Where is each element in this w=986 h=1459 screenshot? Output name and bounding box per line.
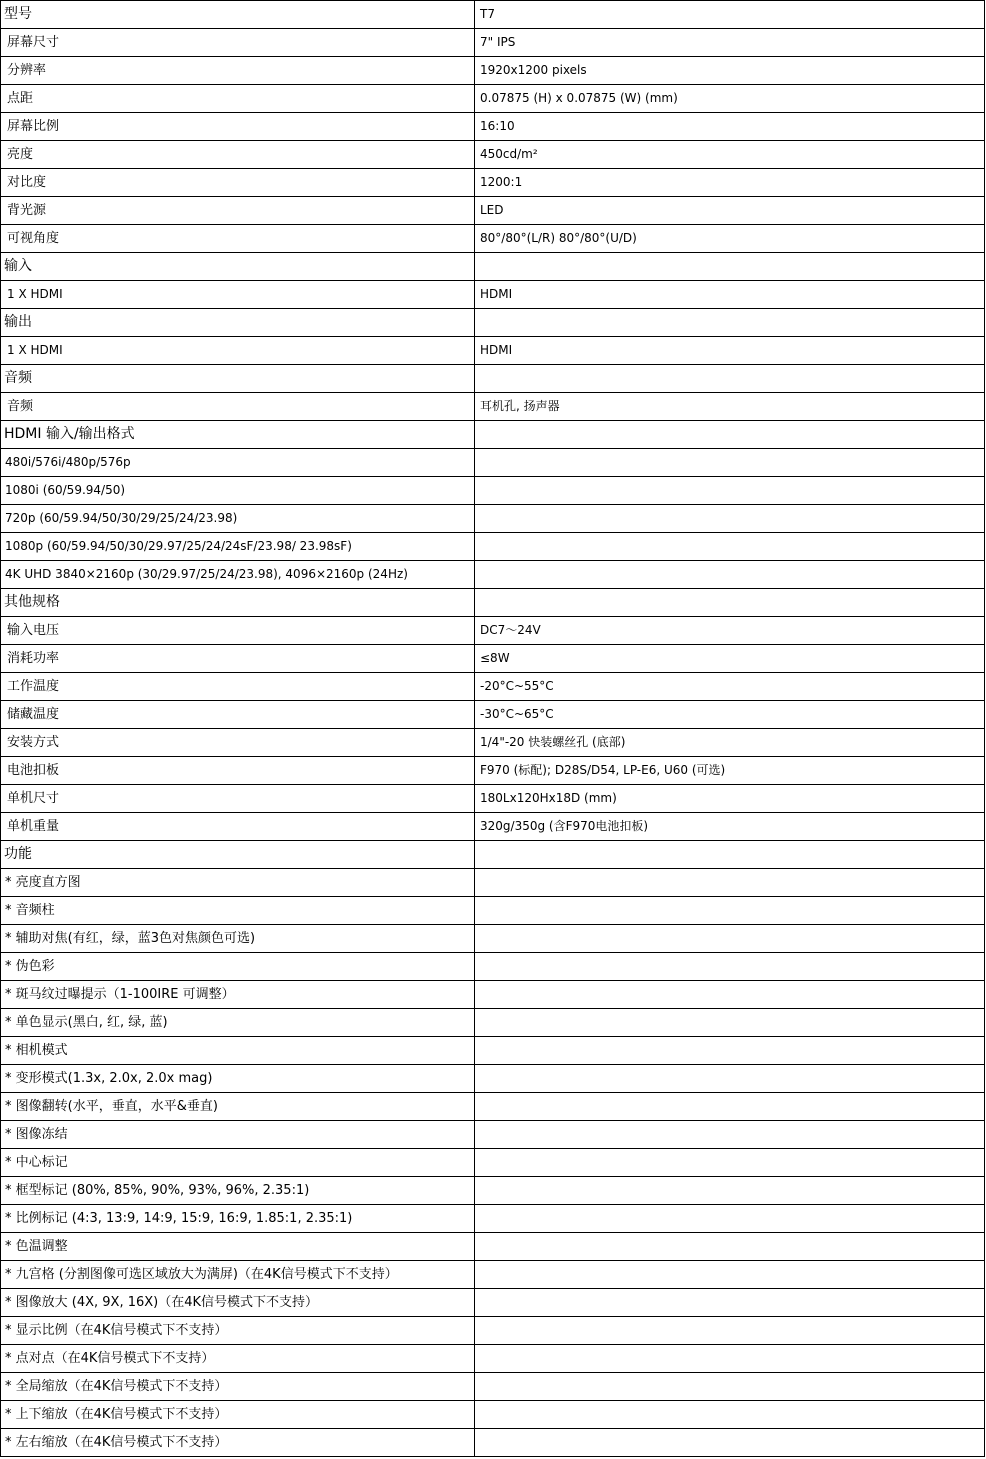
spec-value bbox=[475, 477, 985, 505]
spec-label: * 框型标记 (80%, 85%, 90%, 93%, 96%, 2.35:1) bbox=[1, 1177, 475, 1205]
spec-value bbox=[475, 1121, 985, 1149]
spec-label: * 图像放大 (4X, 9X, 16X)（在4K信号模式下不支持） bbox=[1, 1289, 475, 1317]
spec-label: * 辅助对焦(有红，绿，蓝3色对焦颜色可选) bbox=[1, 925, 475, 953]
spec-value bbox=[475, 1205, 985, 1233]
spec-label: 分辨率 bbox=[1, 57, 475, 85]
spec-label: 单机尺寸 bbox=[1, 785, 475, 813]
spec-label: * 单色显示(黑白, 红, 绿, 蓝) bbox=[1, 1009, 475, 1037]
spec-row bbox=[1, 1009, 985, 1037]
spec-value bbox=[475, 533, 985, 561]
spec-value: HDMI bbox=[475, 337, 985, 365]
spec-value: 180Lx120Hx18D (mm) bbox=[475, 785, 985, 813]
spec-row bbox=[1, 953, 985, 981]
section-label: 功能 bbox=[1, 841, 475, 869]
spec-value: LED bbox=[475, 197, 985, 225]
spec-label: 4K UHD 3840×2160p (30/29.97/25/24/23.98), 4096×2160p (24Hz) bbox=[1, 561, 475, 589]
spec-row bbox=[1, 1205, 985, 1233]
spec-value bbox=[475, 1261, 985, 1289]
spec-value: 1/4"-20 快装螺丝孔 (底部) bbox=[475, 729, 985, 757]
spec-label: 1080i (60/59.94/50) bbox=[1, 477, 475, 505]
spec-row bbox=[1, 813, 985, 841]
spec-value bbox=[475, 421, 985, 449]
spec-label: 720p (60/59.94/50/30/29/25/24/23.98) bbox=[1, 505, 475, 533]
spec-value: F970 (标配); D28S/D54, LP-E6, U60 (可选) bbox=[475, 757, 985, 785]
spec-label: * 全局缩放（在4K信号模式下不支持） bbox=[1, 1373, 475, 1401]
spec-value: 0.07875 (H) x 0.07875 (W) (mm) bbox=[475, 85, 985, 113]
spec-value bbox=[475, 1233, 985, 1261]
spec-row bbox=[1, 673, 985, 701]
spec-label: * 伪色彩 bbox=[1, 953, 475, 981]
spec-label: * 色温调整 bbox=[1, 1233, 475, 1261]
section-label: HDMI 输入/输出格式 bbox=[1, 421, 475, 449]
spec-label: 背光源 bbox=[1, 197, 475, 225]
spec-value bbox=[475, 309, 985, 337]
spec-value: 80°/80°(L/R) 80°/80°(U/D) bbox=[475, 225, 985, 253]
spec-row bbox=[1, 1373, 985, 1401]
spec-value bbox=[475, 953, 985, 981]
spec-row bbox=[1, 449, 985, 477]
spec-value bbox=[475, 1065, 985, 1093]
spec-row bbox=[1, 757, 985, 785]
spec-row bbox=[1, 1233, 985, 1261]
spec-row bbox=[1, 169, 985, 197]
spec-row bbox=[1, 1149, 985, 1177]
spec-value bbox=[475, 1373, 985, 1401]
spec-value: 耳机孔, 扬声器 bbox=[475, 393, 985, 421]
spec-row bbox=[1, 29, 985, 57]
spec-label: 1 X HDMI bbox=[1, 337, 475, 365]
spec-row bbox=[1, 533, 985, 561]
section-header-row bbox=[1, 589, 985, 617]
spec-value bbox=[475, 1317, 985, 1345]
spec-row bbox=[1, 1121, 985, 1149]
spec-row bbox=[1, 1065, 985, 1093]
spec-value: 1920x1200 pixels bbox=[475, 57, 985, 85]
spec-label: 输入电压 bbox=[1, 617, 475, 645]
spec-value bbox=[475, 1429, 985, 1457]
spec-label: 1080p (60/59.94/50/30/29.97/25/24/24sF/23.98/ 23.98sF) bbox=[1, 533, 475, 561]
spec-value bbox=[475, 1177, 985, 1205]
section-label: 其他规格 bbox=[1, 589, 475, 617]
spec-row bbox=[1, 1289, 985, 1317]
spec-value bbox=[475, 897, 985, 925]
spec-value: 320g/350g (含F970电池扣板) bbox=[475, 813, 985, 841]
spec-row bbox=[1, 897, 985, 925]
spec-label: 电池扣板 bbox=[1, 757, 475, 785]
spec-label: 音频 bbox=[1, 393, 475, 421]
spec-value bbox=[475, 365, 985, 393]
spec-value: -20°C~55°C bbox=[475, 673, 985, 701]
spec-label: * 图像翻转(水平，垂直，水平&垂直) bbox=[1, 1093, 475, 1121]
spec-row bbox=[1, 141, 985, 169]
spec-value bbox=[475, 253, 985, 281]
spec-label: 屏幕尺寸 bbox=[1, 29, 475, 57]
section-label: 输入 bbox=[1, 253, 475, 281]
spec-value: DC7～24V bbox=[475, 617, 985, 645]
spec-row bbox=[1, 785, 985, 813]
spec-label: 屏幕比例 bbox=[1, 113, 475, 141]
spec-label: * 中心标记 bbox=[1, 1149, 475, 1177]
spec-row bbox=[1, 645, 985, 673]
spec-value bbox=[475, 1037, 985, 1065]
spec-value bbox=[475, 841, 985, 869]
spec-label: * 九宫格 (分割图像可选区域放大为满屏)（在4K信号模式下不支持） bbox=[1, 1261, 475, 1289]
spec-value: 1200:1 bbox=[475, 169, 985, 197]
spec-table-body bbox=[1, 1, 985, 1457]
spec-label: * 音频柱 bbox=[1, 897, 475, 925]
spec-row bbox=[1, 85, 985, 113]
section-label: 型号 bbox=[1, 1, 475, 29]
spec-value: HDMI bbox=[475, 281, 985, 309]
spec-row bbox=[1, 197, 985, 225]
spec-label: * 相机模式 bbox=[1, 1037, 475, 1065]
spec-value bbox=[475, 869, 985, 897]
spec-row bbox=[1, 1345, 985, 1373]
spec-value bbox=[475, 589, 985, 617]
spec-value: T7 bbox=[475, 1, 985, 29]
spec-row bbox=[1, 57, 985, 85]
spec-value bbox=[475, 449, 985, 477]
spec-label: 亮度 bbox=[1, 141, 475, 169]
section-label: 音频 bbox=[1, 365, 475, 393]
spec-label: 点距 bbox=[1, 85, 475, 113]
section-header-row bbox=[1, 841, 985, 869]
spec-label: 1 X HDMI bbox=[1, 281, 475, 309]
spec-label: 安装方式 bbox=[1, 729, 475, 757]
spec-row bbox=[1, 1037, 985, 1065]
spec-value bbox=[475, 981, 985, 1009]
spec-label: 可视角度 bbox=[1, 225, 475, 253]
spec-row bbox=[1, 113, 985, 141]
spec-row bbox=[1, 505, 985, 533]
spec-row bbox=[1, 337, 985, 365]
spec-value: -30°C~65°C bbox=[475, 701, 985, 729]
spec-value: 7" IPS bbox=[475, 29, 985, 57]
spec-row bbox=[1, 1401, 985, 1429]
section-header-row bbox=[1, 253, 985, 281]
spec-row bbox=[1, 393, 985, 421]
spec-label: * 点对点（在4K信号模式下不支持） bbox=[1, 1345, 475, 1373]
spec-label: * 比例标记 (4:3, 13:9, 14:9, 15:9, 16:9, 1.85:1, 2.35:1) bbox=[1, 1205, 475, 1233]
spec-row bbox=[1, 869, 985, 897]
spec-label: * 斑马纹过曝提示（1-100IRE 可调整） bbox=[1, 981, 475, 1009]
spec-row bbox=[1, 925, 985, 953]
spec-label: 对比度 bbox=[1, 169, 475, 197]
spec-label: * 显示比例（在4K信号模式下不支持） bbox=[1, 1317, 475, 1345]
spec-label: 工作温度 bbox=[1, 673, 475, 701]
spec-value: 16:10 bbox=[475, 113, 985, 141]
spec-value bbox=[475, 505, 985, 533]
spec-value bbox=[475, 1289, 985, 1317]
section-label: 输出 bbox=[1, 309, 475, 337]
spec-label: 储藏温度 bbox=[1, 701, 475, 729]
spec-row bbox=[1, 1261, 985, 1289]
spec-value bbox=[475, 1093, 985, 1121]
spec-value bbox=[475, 1009, 985, 1037]
spec-row bbox=[1, 225, 985, 253]
spec-value: 450cd/m² bbox=[475, 141, 985, 169]
spec-value: ≤8W bbox=[475, 645, 985, 673]
spec-value bbox=[475, 925, 985, 953]
section-header-row bbox=[1, 421, 985, 449]
spec-value bbox=[475, 561, 985, 589]
spec-row bbox=[1, 477, 985, 505]
spec-label: * 图像冻结 bbox=[1, 1121, 475, 1149]
section-header-row bbox=[1, 365, 985, 393]
section-header-row bbox=[1, 309, 985, 337]
spec-row bbox=[1, 729, 985, 757]
spec-row bbox=[1, 1177, 985, 1205]
spec-label: 单机重量 bbox=[1, 813, 475, 841]
spec-label: * 变形模式(1.3x, 2.0x, 2.0x mag) bbox=[1, 1065, 475, 1093]
spec-row bbox=[1, 701, 985, 729]
spec-label: 消耗功率 bbox=[1, 645, 475, 673]
spec-row bbox=[1, 561, 985, 589]
spec-value bbox=[475, 1345, 985, 1373]
spec-row bbox=[1, 1093, 985, 1121]
spec-value bbox=[475, 1401, 985, 1429]
section-header-row bbox=[1, 1, 985, 29]
spec-value bbox=[475, 1149, 985, 1177]
spec-label: 480i/576i/480p/576p bbox=[1, 449, 475, 477]
spec-label: * 亮度直方图 bbox=[1, 869, 475, 897]
spec-row bbox=[1, 981, 985, 1009]
spec-label: * 上下缩放（在4K信号模式下不支持） bbox=[1, 1401, 475, 1429]
spec-row bbox=[1, 1317, 985, 1345]
spec-row bbox=[1, 281, 985, 309]
spec-row bbox=[1, 617, 985, 645]
spec-label: * 左右缩放（在4K信号模式下不支持） bbox=[1, 1429, 475, 1457]
spec-row bbox=[1, 1429, 985, 1457]
